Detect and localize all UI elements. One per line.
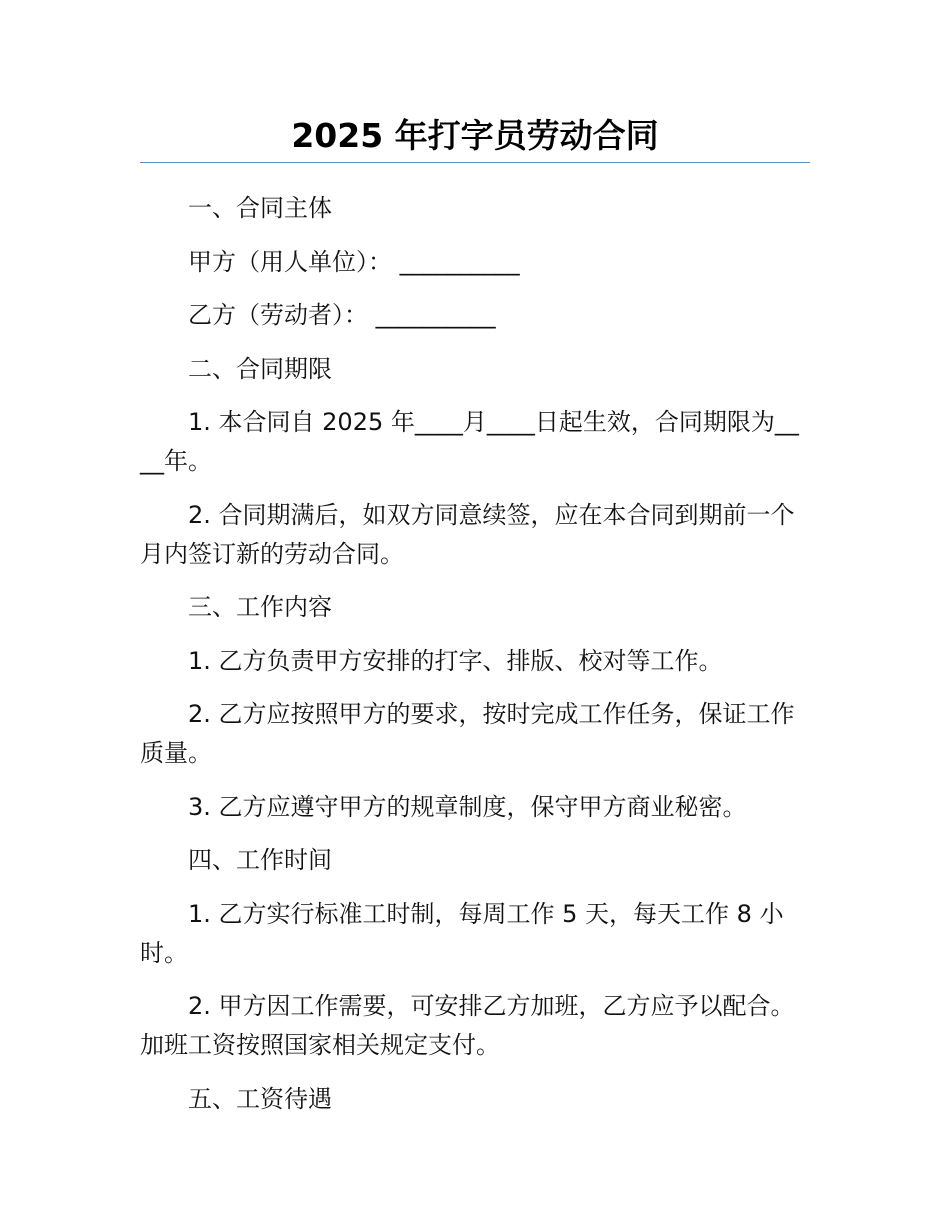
document-title: 2025 年打字员劳动合同 <box>291 116 659 155</box>
section-heading-salary: 五、工资待遇 <box>188 1084 332 1113</box>
clause-term-start: 1. 本合同自 2025 年____月____日起生效，合同期限为____年。 <box>140 408 799 475</box>
clause-job-quality: 2. 乙方应按照甲方的要求，按时完成工作任务，保证工作质量。 <box>140 700 795 767</box>
clause-job-duties: 1. 乙方负责甲方安排的打字、排版、校对等工作。 <box>188 646 723 675</box>
section-heading-working-hours: 四、工作时间 <box>188 846 332 874</box>
title-divider <box>140 162 810 163</box>
document-body <box>140 189 810 1133</box>
section-heading-contract-term: 二、合同期限 <box>188 354 332 383</box>
clause-hours-overtime: 2. 甲方因工作需要，可安排乙方加班，乙方应予以配合。加班工资按照国家相关规定支付。 <box>140 992 795 1059</box>
section-heading-job-content: 三、工作内容 <box>188 593 332 621</box>
section-heading-contract-parties: 一、合同主体 <box>188 194 332 222</box>
clause-term-renewal: 2. 合同期满后，如双方同意续签，应在本合同到期前一个月内签订新的劳动合同。 <box>140 500 795 568</box>
party-a-field: 甲方（用人单位）： __________ <box>188 247 520 276</box>
clause-hours-standard: 1. 乙方实行标准工时制，每周工作 5 天，每天工作 8 小时。 <box>140 899 784 967</box>
party-b-field: 乙方（劳动者）： __________ <box>188 301 496 329</box>
clause-job-confidentiality: 3. 乙方应遵守甲方的规章制度，保守甲方商业秘密。 <box>188 792 747 821</box>
